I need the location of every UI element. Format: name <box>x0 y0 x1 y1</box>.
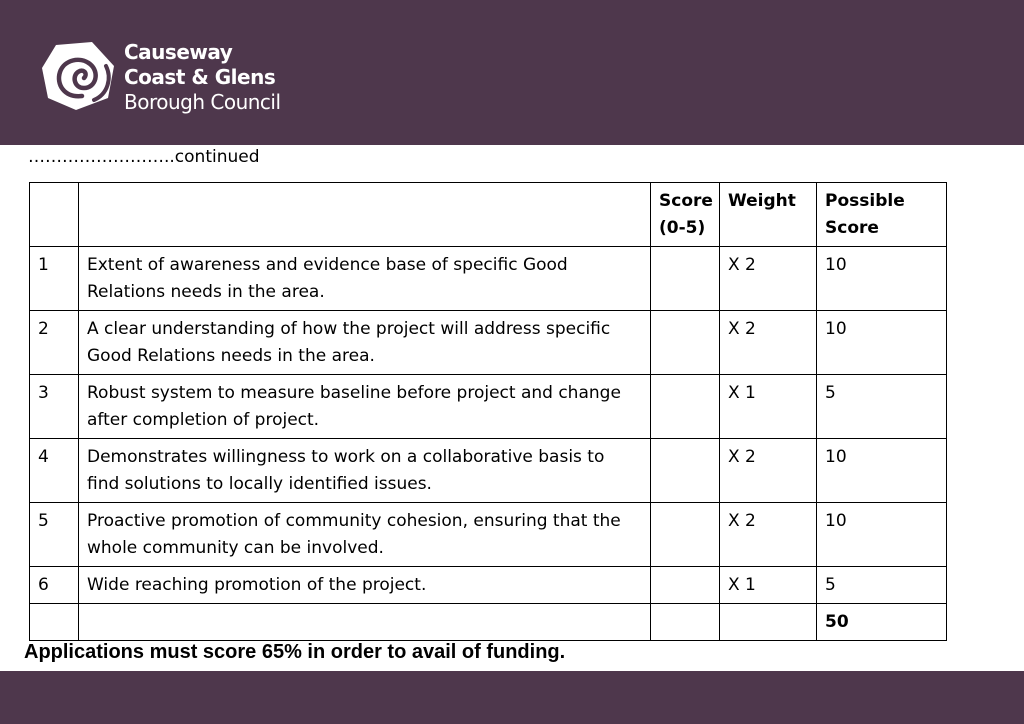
continued-label: ……………………..continued <box>28 147 260 167</box>
table-total-row <box>30 604 947 641</box>
header-cell-possible-score: Possible Score <box>817 183 947 247</box>
total-possible-score: 50 <box>817 604 947 641</box>
logo-line-2: Coast & Glens <box>124 65 276 89</box>
row-possible-score: 10 <box>817 439 947 503</box>
row-criterion: Proactive promotion of community cohesion, ensuring that the whole community can be involved. <box>79 503 651 567</box>
row-number: 1 <box>30 247 79 311</box>
row-number: 5 <box>30 503 79 567</box>
row-possible-score: 10 <box>817 503 947 567</box>
page-header <box>0 0 1024 145</box>
row-weight: X 2 <box>720 247 817 311</box>
row-criterion: A clear understanding of how the project will address specific Good Relations needs in the area. <box>79 311 651 375</box>
spiral-hexagon-icon <box>42 42 118 110</box>
table-header-row <box>30 183 947 247</box>
row-score <box>651 503 720 567</box>
total-empty-cell <box>720 604 817 641</box>
total-empty-cell <box>30 604 79 641</box>
table-row <box>30 503 947 567</box>
row-weight: X 2 <box>720 439 817 503</box>
council-logo-text <box>124 40 281 115</box>
table-row <box>30 375 947 439</box>
row-score <box>651 247 720 311</box>
row-possible-score: 10 <box>817 247 947 311</box>
total-empty-cell <box>79 604 651 641</box>
row-criterion: Wide reaching promotion of the project. <box>79 567 651 604</box>
row-criterion: Extent of awareness and evidence base of specific Good Relations needs in the area. <box>79 247 651 311</box>
table-row <box>30 439 947 503</box>
funding-note: Applications must score 65% in order to avail of funding. <box>24 641 566 663</box>
row-possible-score: 5 <box>817 375 947 439</box>
row-weight: X 1 <box>720 567 817 604</box>
header-cell-criterion <box>79 183 651 247</box>
page-footer <box>0 671 1024 724</box>
row-number: 6 <box>30 567 79 604</box>
header-cell-weight: Weight <box>720 183 817 247</box>
row-number: 4 <box>30 439 79 503</box>
table-row <box>30 311 947 375</box>
row-score <box>651 311 720 375</box>
logo-line-3: Borough Council <box>124 90 281 114</box>
row-criterion: Demonstrates willingness to work on a collaborative basis to find solutions to locally identified issues. <box>79 439 651 503</box>
row-score <box>651 375 720 439</box>
row-score <box>651 567 720 604</box>
row-number: 2 <box>30 311 79 375</box>
total-empty-cell <box>651 604 720 641</box>
row-weight: X 1 <box>720 375 817 439</box>
row-weight: X 2 <box>720 311 817 375</box>
scoring-table <box>29 182 947 641</box>
table-row <box>30 247 947 311</box>
row-criterion: Robust system to measure baseline before project and change after completion of project. <box>79 375 651 439</box>
header-cell-score: Score (0-5) <box>651 183 720 247</box>
logo-line-1: Causeway <box>124 40 233 64</box>
row-possible-score: 10 <box>817 311 947 375</box>
row-weight: X 2 <box>720 503 817 567</box>
table-row <box>30 567 947 604</box>
row-possible-score: 5 <box>817 567 947 604</box>
header-cell-number <box>30 183 79 247</box>
row-number: 3 <box>30 375 79 439</box>
row-score <box>651 439 720 503</box>
